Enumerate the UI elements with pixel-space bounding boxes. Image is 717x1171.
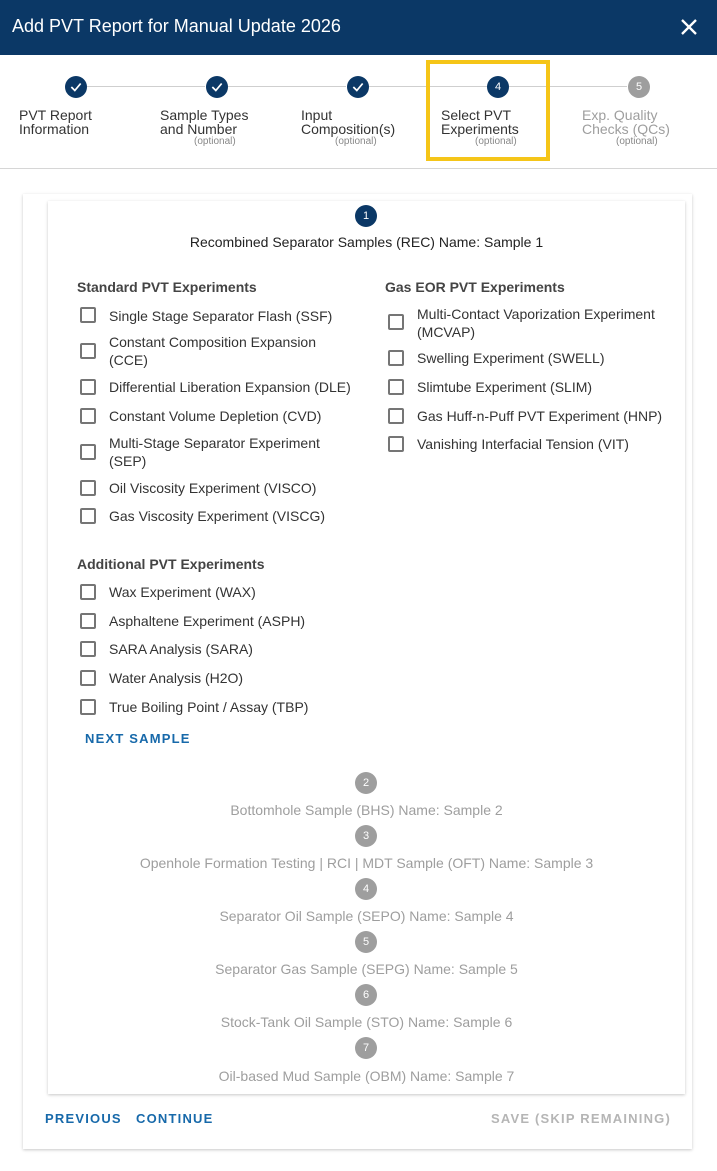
checkbox-label: Gas Viscosity Experiment (VISCG) <box>109 508 326 524</box>
sample-number-badge: 1 <box>355 205 377 227</box>
standard-experiments-title: Standard PVT Experiments <box>77 279 257 295</box>
checkbox-label: Multi-Stage Separator Experiment (SEP) <box>109 435 320 469</box>
step-label: Select PVT Experiments <box>441 107 519 137</box>
checkbox-label: Single Stage Separator Flash (SSF) <box>109 308 333 324</box>
step-label: Sample Types and Number <box>160 107 249 137</box>
sample-number-badge: 2 <box>355 772 377 794</box>
step-label: Input Composition(s) <box>301 107 396 137</box>
close-icon[interactable] <box>675 13 703 41</box>
dialog-title-bar <box>0 0 717 55</box>
checkbox-label: SARA Analysis (SARA) <box>109 641 253 657</box>
checkbox-box[interactable] <box>80 699 96 715</box>
checkbox-slim[interactable] <box>388 379 593 395</box>
checkbox-cce[interactable] <box>80 334 317 368</box>
checkbox-box[interactable] <box>80 379 96 395</box>
checkbox-box[interactable] <box>80 613 96 629</box>
checkbox-label: Asphaltene Experiment (ASPH) <box>109 613 306 629</box>
checkbox-swell[interactable] <box>388 350 605 366</box>
step-number-badge: 4 <box>487 76 509 98</box>
checkbox-wax[interactable] <box>80 584 256 600</box>
save-skip-remaining-button[interactable]: SAVE (SKIP REMAINING) <box>490 1111 671 1126</box>
sample-name[interactable]: Bottomhole Sample (BHS) Name: Sample 2 <box>230 802 503 818</box>
checkbox-box[interactable] <box>388 379 404 395</box>
checkbox-sep[interactable] <box>80 435 320 469</box>
step-input-composition[interactable] <box>282 55 412 169</box>
step-optional-label: (optional) <box>616 136 658 147</box>
checkbox-asph[interactable] <box>80 613 306 629</box>
sample-name[interactable]: Stock-Tank Oil Sample (STO) Name: Sample 6 <box>220 1014 513 1030</box>
checkbox-label: Constant Volume Depletion (CVD) <box>109 408 322 424</box>
checkbox-box[interactable] <box>80 343 96 359</box>
check-icon <box>65 76 87 98</box>
active-sample-name[interactable]: Recombined Separator Samples (REC) Name: Sample 1 <box>189 234 544 250</box>
checkbox-box[interactable] <box>388 408 404 424</box>
checkbox-label: True Boiling Point / Assay (TBP) <box>109 699 309 715</box>
step-sample-types[interactable] <box>141 55 271 169</box>
checkbox-box[interactable] <box>80 480 96 496</box>
checkbox-vit[interactable] <box>388 436 629 452</box>
checkbox-cvd[interactable] <box>80 408 322 424</box>
checkbox-label: Gas Huff-n-Puff PVT Experiment (HNP) <box>417 408 663 424</box>
sample-number-badge: 6 <box>355 984 377 1006</box>
sample-name[interactable]: Separator Gas Sample (SEPG) Name: Sample 5 <box>215 961 518 977</box>
checkbox-mcvap[interactable] <box>388 306 655 340</box>
dialog-title: Add PVT Report for Manual Update 2026 <box>12 16 341 36</box>
sample-name[interactable]: Oil-based Mud Sample (OBM) Name: Sample 7 <box>218 1068 515 1084</box>
checkbox-label: Constant Composition Expansion (CCE) <box>109 334 317 368</box>
checkbox-label: Multi-Contact Vaporization Experiment (MCVAP) <box>417 306 655 340</box>
checkbox-label: Vanishing Interfacial Tension (VIT) <box>417 436 629 452</box>
step-optional-label: (optional) <box>475 136 517 147</box>
checkbox-box[interactable] <box>80 641 96 657</box>
checkbox-label: Wax Experiment (WAX) <box>109 584 256 600</box>
checkbox-box[interactable] <box>80 444 96 460</box>
sample-name[interactable]: Openhole Formation Testing | RCI | MDT Sample (OFT) Name: Sample 3 <box>139 855 594 871</box>
checkbox-viscg[interactable] <box>80 508 326 524</box>
sample-number-badge: 4 <box>355 878 377 900</box>
checkbox-label: Water Analysis (H2O) <box>109 670 244 686</box>
check-icon <box>347 76 369 98</box>
sample-name[interactable]: Separator Oil Sample (SEPO) Name: Sample 4 <box>219 908 514 924</box>
checkbox-sara[interactable] <box>80 641 253 657</box>
step-label: PVT Report Information <box>19 107 92 137</box>
sample-number-badge: 7 <box>355 1037 377 1059</box>
sample-number-badge: 5 <box>355 931 377 953</box>
checkbox-label: Oil Viscosity Experiment (VISCO) <box>109 480 317 496</box>
checkbox-visco[interactable] <box>80 480 317 496</box>
step-label: Exp. Quality Checks (QCs) <box>582 107 670 137</box>
step-quality-checks[interactable] <box>563 55 693 169</box>
gas-eor-experiments-title: Gas EOR PVT Experiments <box>385 279 565 295</box>
previous-button[interactable]: PREVIOUS <box>45 1111 122 1126</box>
checkbox-ssf[interactable] <box>80 307 333 324</box>
checkbox-box[interactable] <box>388 436 404 452</box>
checkbox-box[interactable] <box>80 307 96 323</box>
checkbox-label: Swelling Experiment (SWELL) <box>417 350 605 366</box>
checkbox-box[interactable] <box>80 508 96 524</box>
sample-number-badge: 3 <box>355 825 377 847</box>
checkbox-hnp[interactable] <box>388 408 663 424</box>
stepper <box>0 55 717 169</box>
checkbox-h2o[interactable] <box>80 670 244 686</box>
step-optional-label: (optional) <box>194 136 236 147</box>
checkbox-label: Slimtube Experiment (SLIM) <box>417 379 593 395</box>
checkbox-label: Differential Liberation Expansion (DLE) <box>109 379 351 395</box>
checkbox-box[interactable] <box>388 350 404 366</box>
active-step-highlight <box>426 60 550 161</box>
checkbox-box[interactable] <box>388 314 404 330</box>
checkbox-dle[interactable] <box>80 379 351 395</box>
step-number-badge: 5 <box>628 76 650 98</box>
check-icon <box>206 76 228 98</box>
checkbox-box[interactable] <box>80 584 96 600</box>
checkbox-tbp[interactable] <box>80 699 309 715</box>
checkbox-box[interactable] <box>80 408 96 424</box>
step-pvt-report-information[interactable] <box>0 55 130 169</box>
step-optional-label: (optional) <box>335 136 377 147</box>
continue-button[interactable]: CONTINUE <box>136 1111 214 1126</box>
additional-experiments-title: Additional PVT Experiments <box>77 556 265 572</box>
checkbox-box[interactable] <box>80 670 96 686</box>
next-sample-button[interactable]: NEXT SAMPLE <box>85 731 191 746</box>
